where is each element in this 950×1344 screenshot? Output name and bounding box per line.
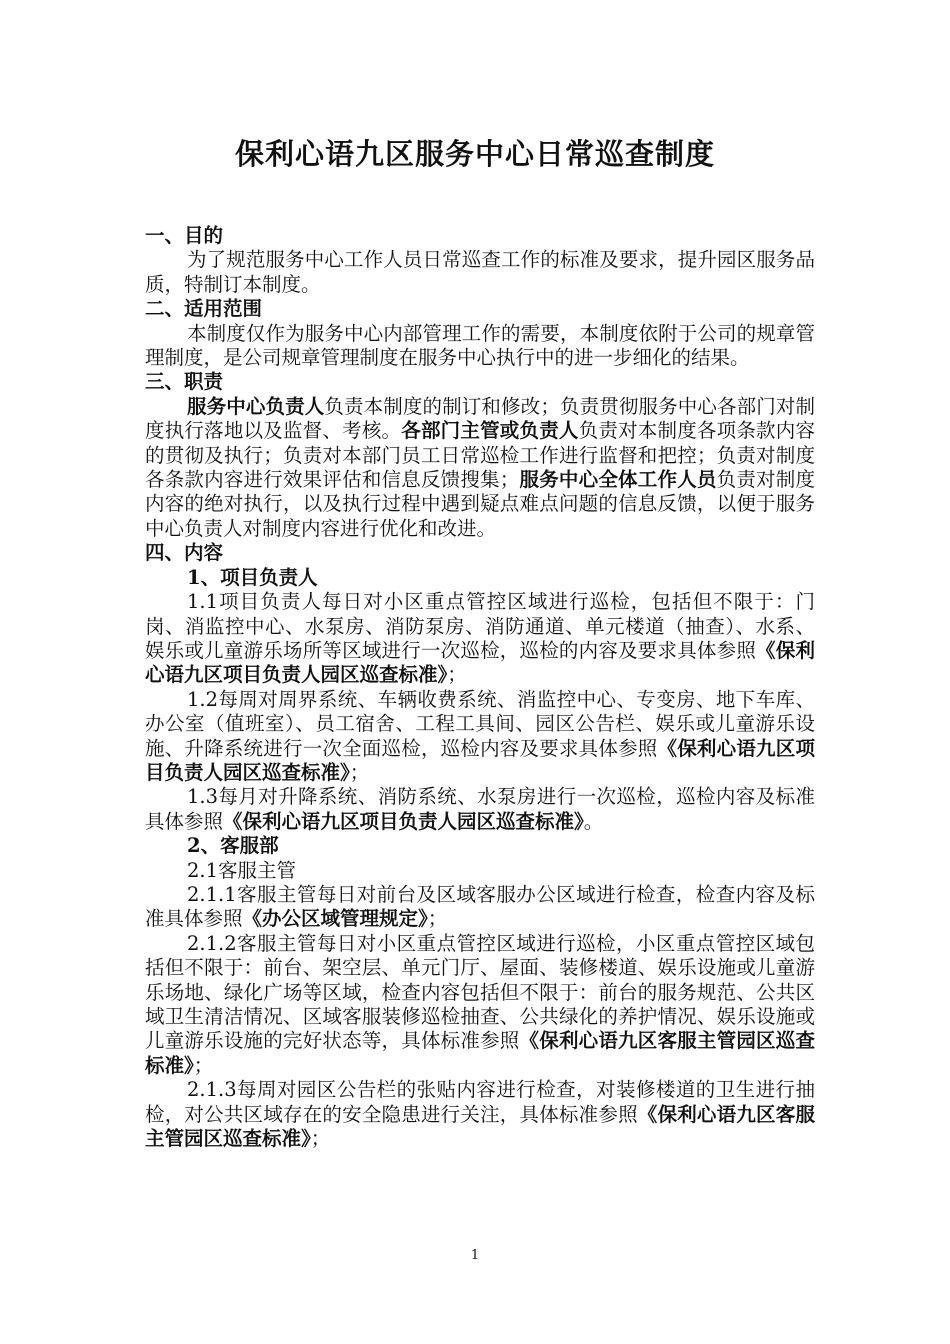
section-heading-purpose: 一、目的 <box>145 224 224 247</box>
section-heading-scope: 二、适用范围 <box>145 297 263 321</box>
clause-1-3 <box>145 785 815 834</box>
clause-2-1-3-text: 2.1.3每周对园区公告栏的张贴内容进行检查，对装修楼道的卫生进行抽检，对公共区域存在的安全隐患进行关注，具体标准参照 <box>145 1078 815 1126</box>
subsection-heading-project-manager: 1、项目负责人 <box>187 565 318 589</box>
clause-1-1-end: ； <box>447 663 467 687</box>
clause-2-1-3 <box>145 1078 815 1151</box>
section-heading-content: 四、内容 <box>145 541 224 565</box>
page-number: 1 <box>470 1248 480 1263</box>
clause-2-1-1 <box>145 883 815 932</box>
clause-2-1-2 <box>145 932 815 1078</box>
duty-text-all-staff: 负责对制度内容的绝对执行，以及执行过程中遇到疑点难点问题的信息反馈，以便于服务中心负责人对制度内容进行优化和改进。 <box>145 468 815 540</box>
clause-2-1-1-end: ； <box>427 907 448 931</box>
scope-paragraph: 本制度仅作为服务中心内部管理工作的需要，本制度依附于公司的规章管理制度，是公司规章管理制度在服务中心执行中的进一步细化的结果。 <box>145 321 815 370</box>
clause-1-3-end: 。 <box>583 809 604 833</box>
duty-text-manager: 负责本制度的制订和修改；负责贯彻服务中心各部门对制度执行落地以及监督、考核。 <box>145 394 815 443</box>
clause-1-1-reference: 《保利心语九区项目负责人园区巡查标准》 <box>145 638 815 687</box>
clause-2-1-3-end: ； <box>310 1127 331 1151</box>
duty-role-manager: 服务中心负责人 <box>187 394 325 418</box>
clause-1-1 <box>145 590 815 688</box>
clause-1-2 <box>145 688 815 786</box>
clause-2-1-2-reference: 《保利心语九区客服主管园区巡查标准》 <box>145 1029 815 1077</box>
subsection-heading-customer-service: 2、客服部 <box>187 834 279 858</box>
duty-text-department-heads: 负责对本制度各项条款内容的贯彻及执行；负责对本部门员工日常巡检工作进行监督和把控；负责对制度各条款内容进行效果评估和信息反馈搜集； <box>145 419 815 492</box>
page-title: 保利心语九区服务中心日常巡查制度 <box>234 137 715 171</box>
clause-1-3-text: 1.3每月对升降系统、消防系统、水泵房进行一次巡检，巡检内容及标准具体参照 <box>145 785 815 833</box>
subsection-heading-cs-supervisor: 2.1客服主管 <box>187 858 297 882</box>
clause-2-1-1-text: 2.1.1客服主管每日对前台及区域客服办公区域进行检查，检查内容及标准具体参照 <box>145 882 815 931</box>
clause-1-2-reference: 《保利心语九区项目负责人园区巡查标准》 <box>145 736 815 784</box>
section-heading-duties: 三、职责 <box>145 370 224 394</box>
clause-1-3-reference: 《保利心语九区项目负责人园区巡查标准》 <box>223 809 584 833</box>
clause-1-2-text: 1.2每周对周界系统、车辆收费系统、消监控中心、专变房、地下车库、办公室（值班室）、员工宿舍、工程工具间、园区公告栏、娱乐或儿童游乐设施、升降系统进行一次全面巡检，巡检内容及要求具体参照 <box>145 687 815 760</box>
duty-role-department-heads: 各部门主管或负责人 <box>401 419 579 443</box>
clause-2-1-2-end: ； <box>193 1053 214 1077</box>
clause-2-1-3-reference: 《保利心语九区客服主管园区巡查标准》 <box>145 1102 815 1151</box>
clause-2-1-1-reference: 《办公区域管理规定》 <box>242 907 428 931</box>
duty-role-all-staff: 服务中心全体工作人员 <box>519 468 717 492</box>
document-body <box>145 224 815 1151</box>
clause-1-2-end: ； <box>349 760 370 784</box>
purpose-paragraph: 为了规范服务中心工作人员日常巡查工作的标准及要求，提升园区服务品质，特制订本制度。 <box>145 248 815 296</box>
duties-paragraph <box>145 395 815 541</box>
clause-1-1-text: 1.1项目负责人每日对小区重点管控区域进行巡检，包括但不限于：门岗、消监控中心、水泵房、消防泵房、消防通道、单元楼道（抽查）、水系、娱乐或儿童游乐场所等区域进行一次巡检，巡检的内容及要求具体参照 <box>145 590 815 662</box>
clause-2-1-2-text: 2.1.2客服主管每日对小区重点管控区域进行巡检，小区重点管控区域包括但不限于：前台、架空层、单元门厅、屋面、装修楼道、娱乐设施或儿童游乐场地、绿化广场等区域，检查内容包括但不限于：前台的服务规范、公共区域卫生清洁情况、区域客服装修巡检抽查、公共绿化的养护情况、娱乐设施或儿童游乐设施的完好状态等，具体标准参照 <box>145 931 815 1053</box>
